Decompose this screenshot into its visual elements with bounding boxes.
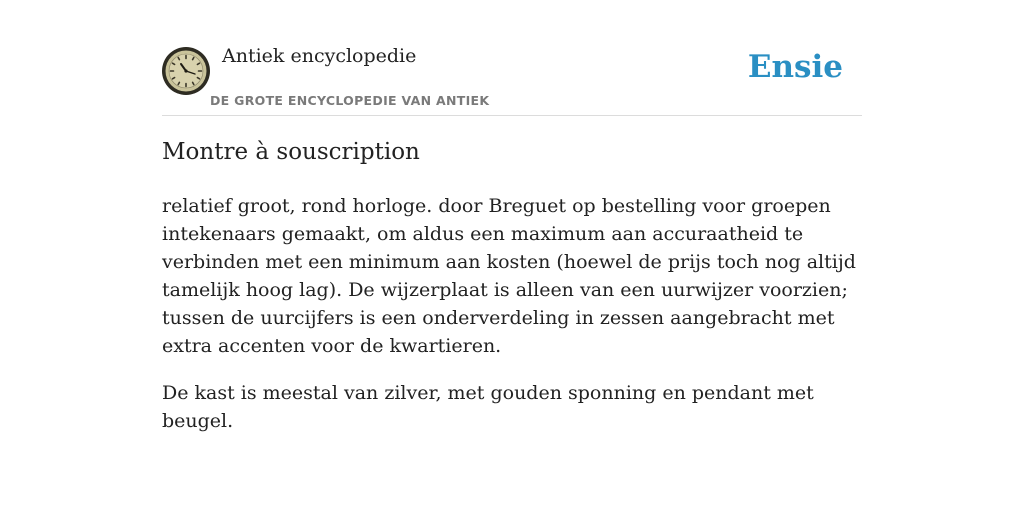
site-title[interactable]: Antiek encyclopedie — [222, 45, 417, 67]
entry-paragraph: De kast is meestal van zilver, met gouden sponning en pendant met beugel. — [162, 382, 814, 432]
clock-icon[interactable] — [162, 47, 210, 95]
site-header — [162, 0, 862, 116]
site-subtitle: DE GROTE ENCYCLOPEDIE VAN ANTIEK — [210, 93, 490, 108]
page — [162, 0, 862, 432]
entry-title: Montre à souscription — [162, 139, 420, 165]
entry-content — [162, 192, 862, 454]
entry-paragraph: relatief groot, rond horloge. door Breguet op bestelling voor groepen intekenaars gemaakt, om aldus een maximum aan accuraatheid te verbinden met een minimum aan kosten (hoewel de prijs toch nog altijd tamelijk hoog lag). De wijzerplaat is alleen van een uurwijzer voorzien; tussen de uurcijfers is een onderverdeling in zessen aangebracht met extra accenten voor de kwartieren. — [162, 195, 856, 357]
ensie-logo-link[interactable]: Ensie — [747, 49, 843, 85]
